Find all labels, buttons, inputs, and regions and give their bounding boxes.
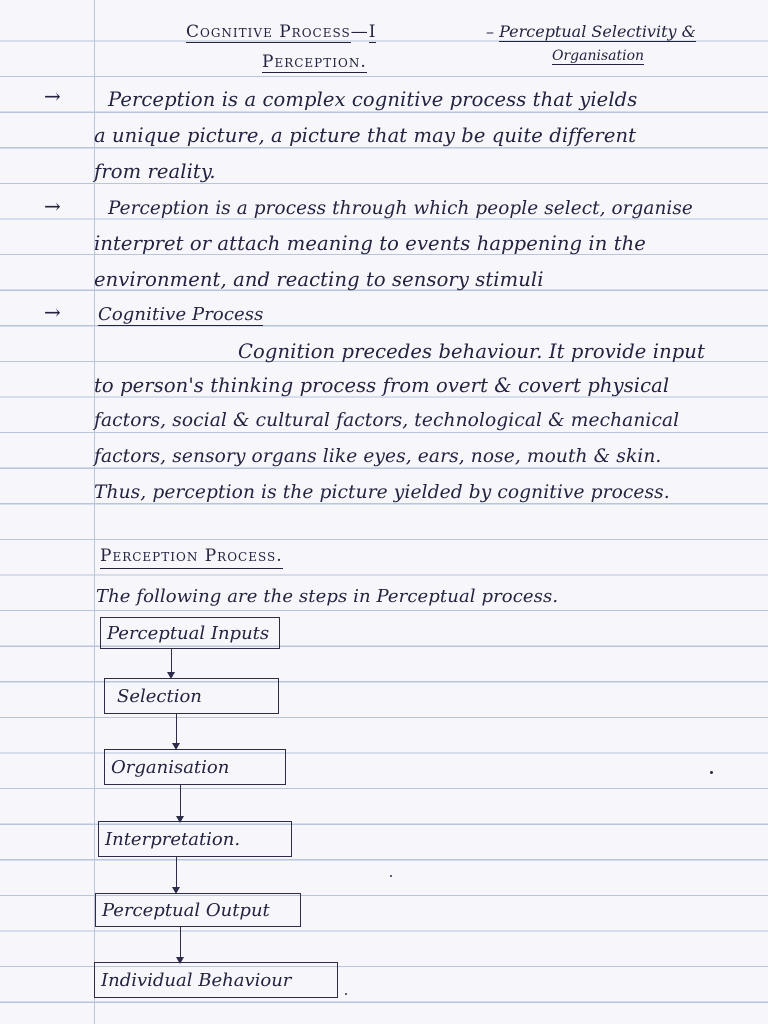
- definition-1-line-2: a unique picture, a picture that may be quite different: [94, 124, 637, 147]
- step-label: Organisation: [111, 756, 230, 778]
- title-main: Cognitive Process: [186, 22, 351, 42]
- definition-2-line-2: interpret or attach meaning to events happening in the: [94, 232, 646, 255]
- page-title: [186, 22, 376, 42]
- step-label: Individual Behaviour: [101, 969, 292, 991]
- cognitive-line-2: to person's thinking process from overt & covert physical: [94, 374, 670, 397]
- cognitive-line-3: factors, social & cultural factors, technological & mechanical: [94, 410, 680, 431]
- step-label: Perceptual Output: [102, 899, 270, 921]
- title-right-dash: –: [486, 22, 494, 41]
- down-arrow-icon: [176, 857, 177, 892]
- down-arrow-icon: [176, 714, 177, 748]
- down-arrow-icon: [180, 927, 181, 962]
- definition-1-line-1: Perception is a complex cognitive process that yields: [108, 88, 638, 111]
- cognitive-heading-text: Cognitive Process: [98, 304, 264, 325]
- title-line2-right-text: Organisation: [552, 48, 645, 64]
- ink-dot: [710, 771, 713, 774]
- down-arrow-icon: [171, 649, 172, 677]
- step-label: Selection: [117, 685, 202, 707]
- definition-1-line-3: from reality.: [94, 160, 216, 183]
- page-subtitle-line2: [552, 48, 644, 64]
- title-dash: —: [350, 22, 369, 42]
- down-arrow-icon: [180, 785, 181, 821]
- step-box-organisation: [104, 749, 286, 785]
- cognitive-line-1: Cognition precedes behaviour. It provide input: [238, 340, 705, 363]
- definition-2-line-1: Perception is a process through which people select, organise: [108, 198, 693, 219]
- cognitive-heading: [98, 304, 263, 325]
- bullet-arrow-icon: →: [44, 84, 61, 108]
- step-box-perceptual-output: [95, 893, 301, 927]
- step-box-selection: [104, 678, 279, 714]
- step-label: Perceptual Inputs: [107, 622, 270, 644]
- ink-dot: [345, 993, 347, 995]
- process-heading: [100, 546, 283, 566]
- step-label: Interpretation.: [105, 828, 241, 850]
- margin-line: [94, 0, 95, 1024]
- bullet-arrow-icon: →: [44, 300, 61, 324]
- title-numeral: I: [368, 22, 377, 42]
- ink-dot: [390, 875, 392, 877]
- step-box-interpretation: [98, 821, 292, 857]
- page-subtitle: [486, 22, 696, 41]
- definition-2-line-3: environment, and reacting to sensory stimuli: [94, 268, 544, 291]
- process-heading-text: Perception Process.: [100, 546, 283, 569]
- title-line2-text: Perception.: [262, 52, 367, 72]
- cognitive-line-4: factors, sensory organs like eyes, ears, nose, mouth & skin.: [94, 446, 662, 467]
- step-box-perceptual-inputs: [100, 617, 280, 649]
- bullet-arrow-icon: →: [44, 194, 61, 218]
- step-box-individual-behaviour: [94, 962, 338, 998]
- title-right-text: Perceptual Selectivity &: [499, 22, 696, 41]
- cognitive-line-5: Thus, perception is the picture yielded by cognitive process.: [94, 482, 670, 503]
- page-title-line2: [262, 52, 367, 72]
- process-intro: The following are the steps in Perceptual process.: [96, 586, 559, 607]
